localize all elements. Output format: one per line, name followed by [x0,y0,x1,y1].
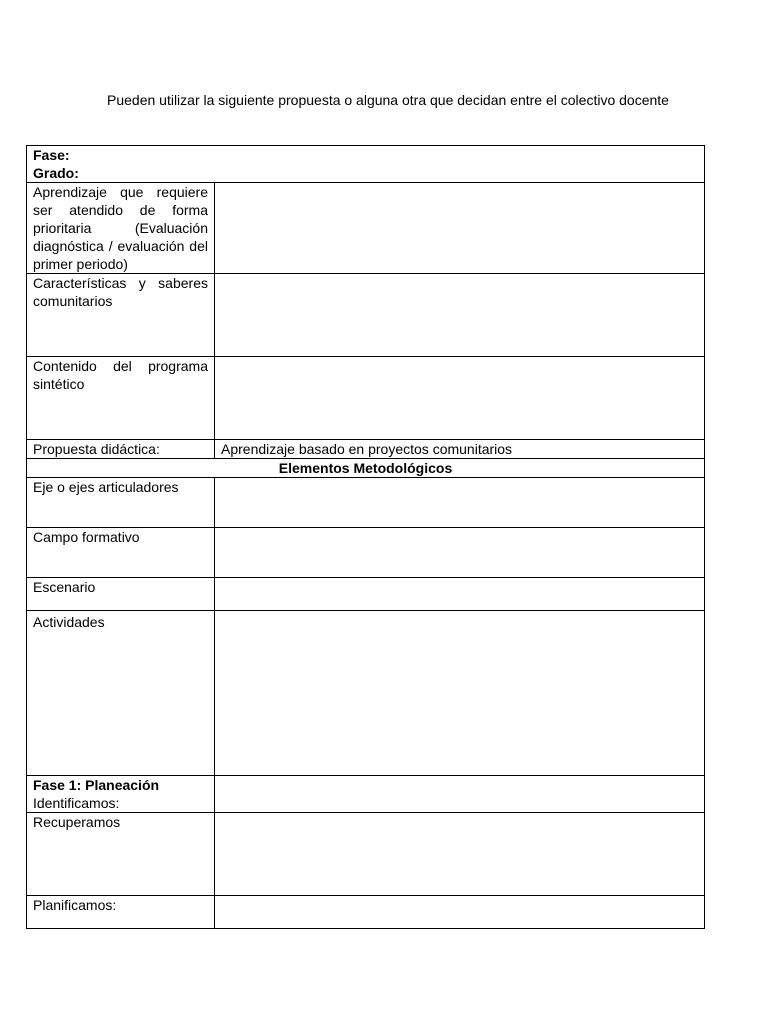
identificamos-label: Identificamos: [33,795,120,811]
escenario-input-cell[interactable] [215,578,705,611]
recuperamos-label: Recuperamos [27,813,215,896]
eje-label: Eje o ejes articuladores [27,478,215,528]
escenario-label: Escenario [27,578,215,611]
contenido-label: Contenido del programa sintético [27,357,215,440]
planificamos-label: Planificamos: [27,896,215,929]
aprendizaje-input-cell[interactable] [215,183,705,274]
campo-input-cell[interactable] [215,528,705,578]
recuperamos-input-cell[interactable] [215,813,705,896]
campo-label: Campo formativo [27,528,215,578]
fase1-cell [27,776,215,813]
table-row-contenido [27,357,705,440]
fase-label: Fase: [33,147,70,163]
caracteristicas-input-cell[interactable] [215,274,705,357]
actividades-label: Actividades [27,611,215,776]
caracteristicas-label: Características y saberes comunitarios [27,274,215,357]
intro-text: Pueden utilizar la siguiente propuesta o alguna otra que decidan entre el colectivo docente [107,92,669,108]
grado-label: Grado: [33,165,79,181]
table-row-escenario [27,578,705,611]
table-row-eje [27,478,705,528]
table-row-caracteristicas [27,274,705,357]
table-row-propuesta [27,440,705,459]
propuesta-label: Propuesta didáctica: [27,440,215,459]
fase-grado-cell[interactable] [27,146,705,183]
aprendizaje-label: Aprendizaje que requiere ser atendido de forma prioritaria (Evaluación diagnóstica / evaluación del primer periodo) [27,183,215,274]
table-row-actividades [27,611,705,776]
fase1-input-cell[interactable] [215,776,705,813]
elementos-heading: Elementos Metodológicos [27,459,705,478]
table-row-fase1 [27,776,705,813]
planning-table [26,145,705,929]
fase1-title: Fase 1: Planeación [33,777,160,793]
table-row-elementos-heading [27,459,705,478]
table-row-campo [27,528,705,578]
table-row-fase-grado [27,146,705,183]
propuesta-value[interactable]: Aprendizaje basado en proyectos comunitarios [215,440,705,459]
table-row-planificamos [27,896,705,929]
actividades-input-cell[interactable] [215,611,705,776]
table-row-recuperamos [27,813,705,896]
table-row-aprendizaje [27,183,705,274]
planificamos-input-cell[interactable] [215,896,705,929]
contenido-input-cell[interactable] [215,357,705,440]
eje-input-cell[interactable] [215,478,705,528]
